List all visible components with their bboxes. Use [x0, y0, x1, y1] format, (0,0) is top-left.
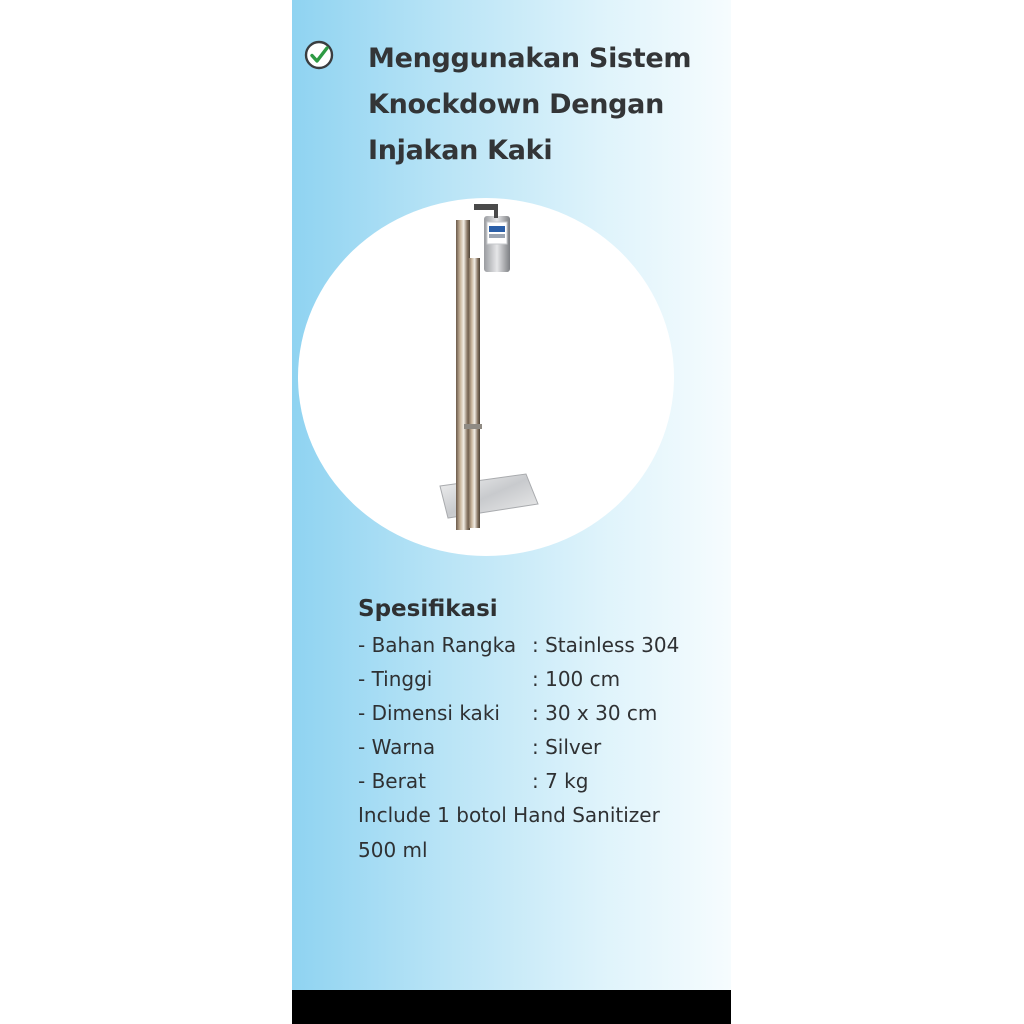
spec-key: - Berat — [358, 769, 426, 793]
included-note — [358, 798, 698, 868]
spec-value: : Silver — [532, 735, 602, 759]
headline-line-3: Injakan Kaki — [368, 135, 553, 166]
spec-key: - Dimensi kaki — [358, 701, 500, 725]
spec-key: - Bahan Rangka — [358, 633, 517, 657]
spec-key: - Tinggi — [358, 667, 433, 691]
spec-row — [358, 764, 728, 798]
sanitizer-stand-illustration — [298, 198, 674, 556]
included-note-line-1: Include 1 botol Hand Sanitizer — [358, 803, 660, 827]
spec-value: : Stainless 304 — [532, 633, 680, 657]
spec-key: - Warna — [358, 735, 436, 759]
spec-value: : 100 cm — [532, 667, 621, 691]
headline-text — [368, 36, 728, 174]
headline-line-1: Menggunakan Sistem — [368, 43, 692, 74]
specifications — [358, 592, 728, 868]
spec-row — [358, 628, 728, 662]
product-banner — [292, 0, 731, 990]
spec-row — [358, 730, 728, 764]
bottom-black-bar — [292, 990, 731, 1024]
spec-value: : 7 kg — [532, 769, 589, 793]
headline-line-2: Knockdown Dengan — [368, 89, 665, 120]
included-note-line-2: 500 ml — [358, 838, 428, 862]
spec-value: : 30 x 30 cm — [532, 701, 658, 725]
specs-title: Spesifikasi — [358, 596, 498, 622]
product-photo — [298, 198, 674, 556]
spec-row — [358, 696, 728, 730]
spec-row — [358, 662, 728, 696]
check-circle-icon — [304, 40, 334, 70]
